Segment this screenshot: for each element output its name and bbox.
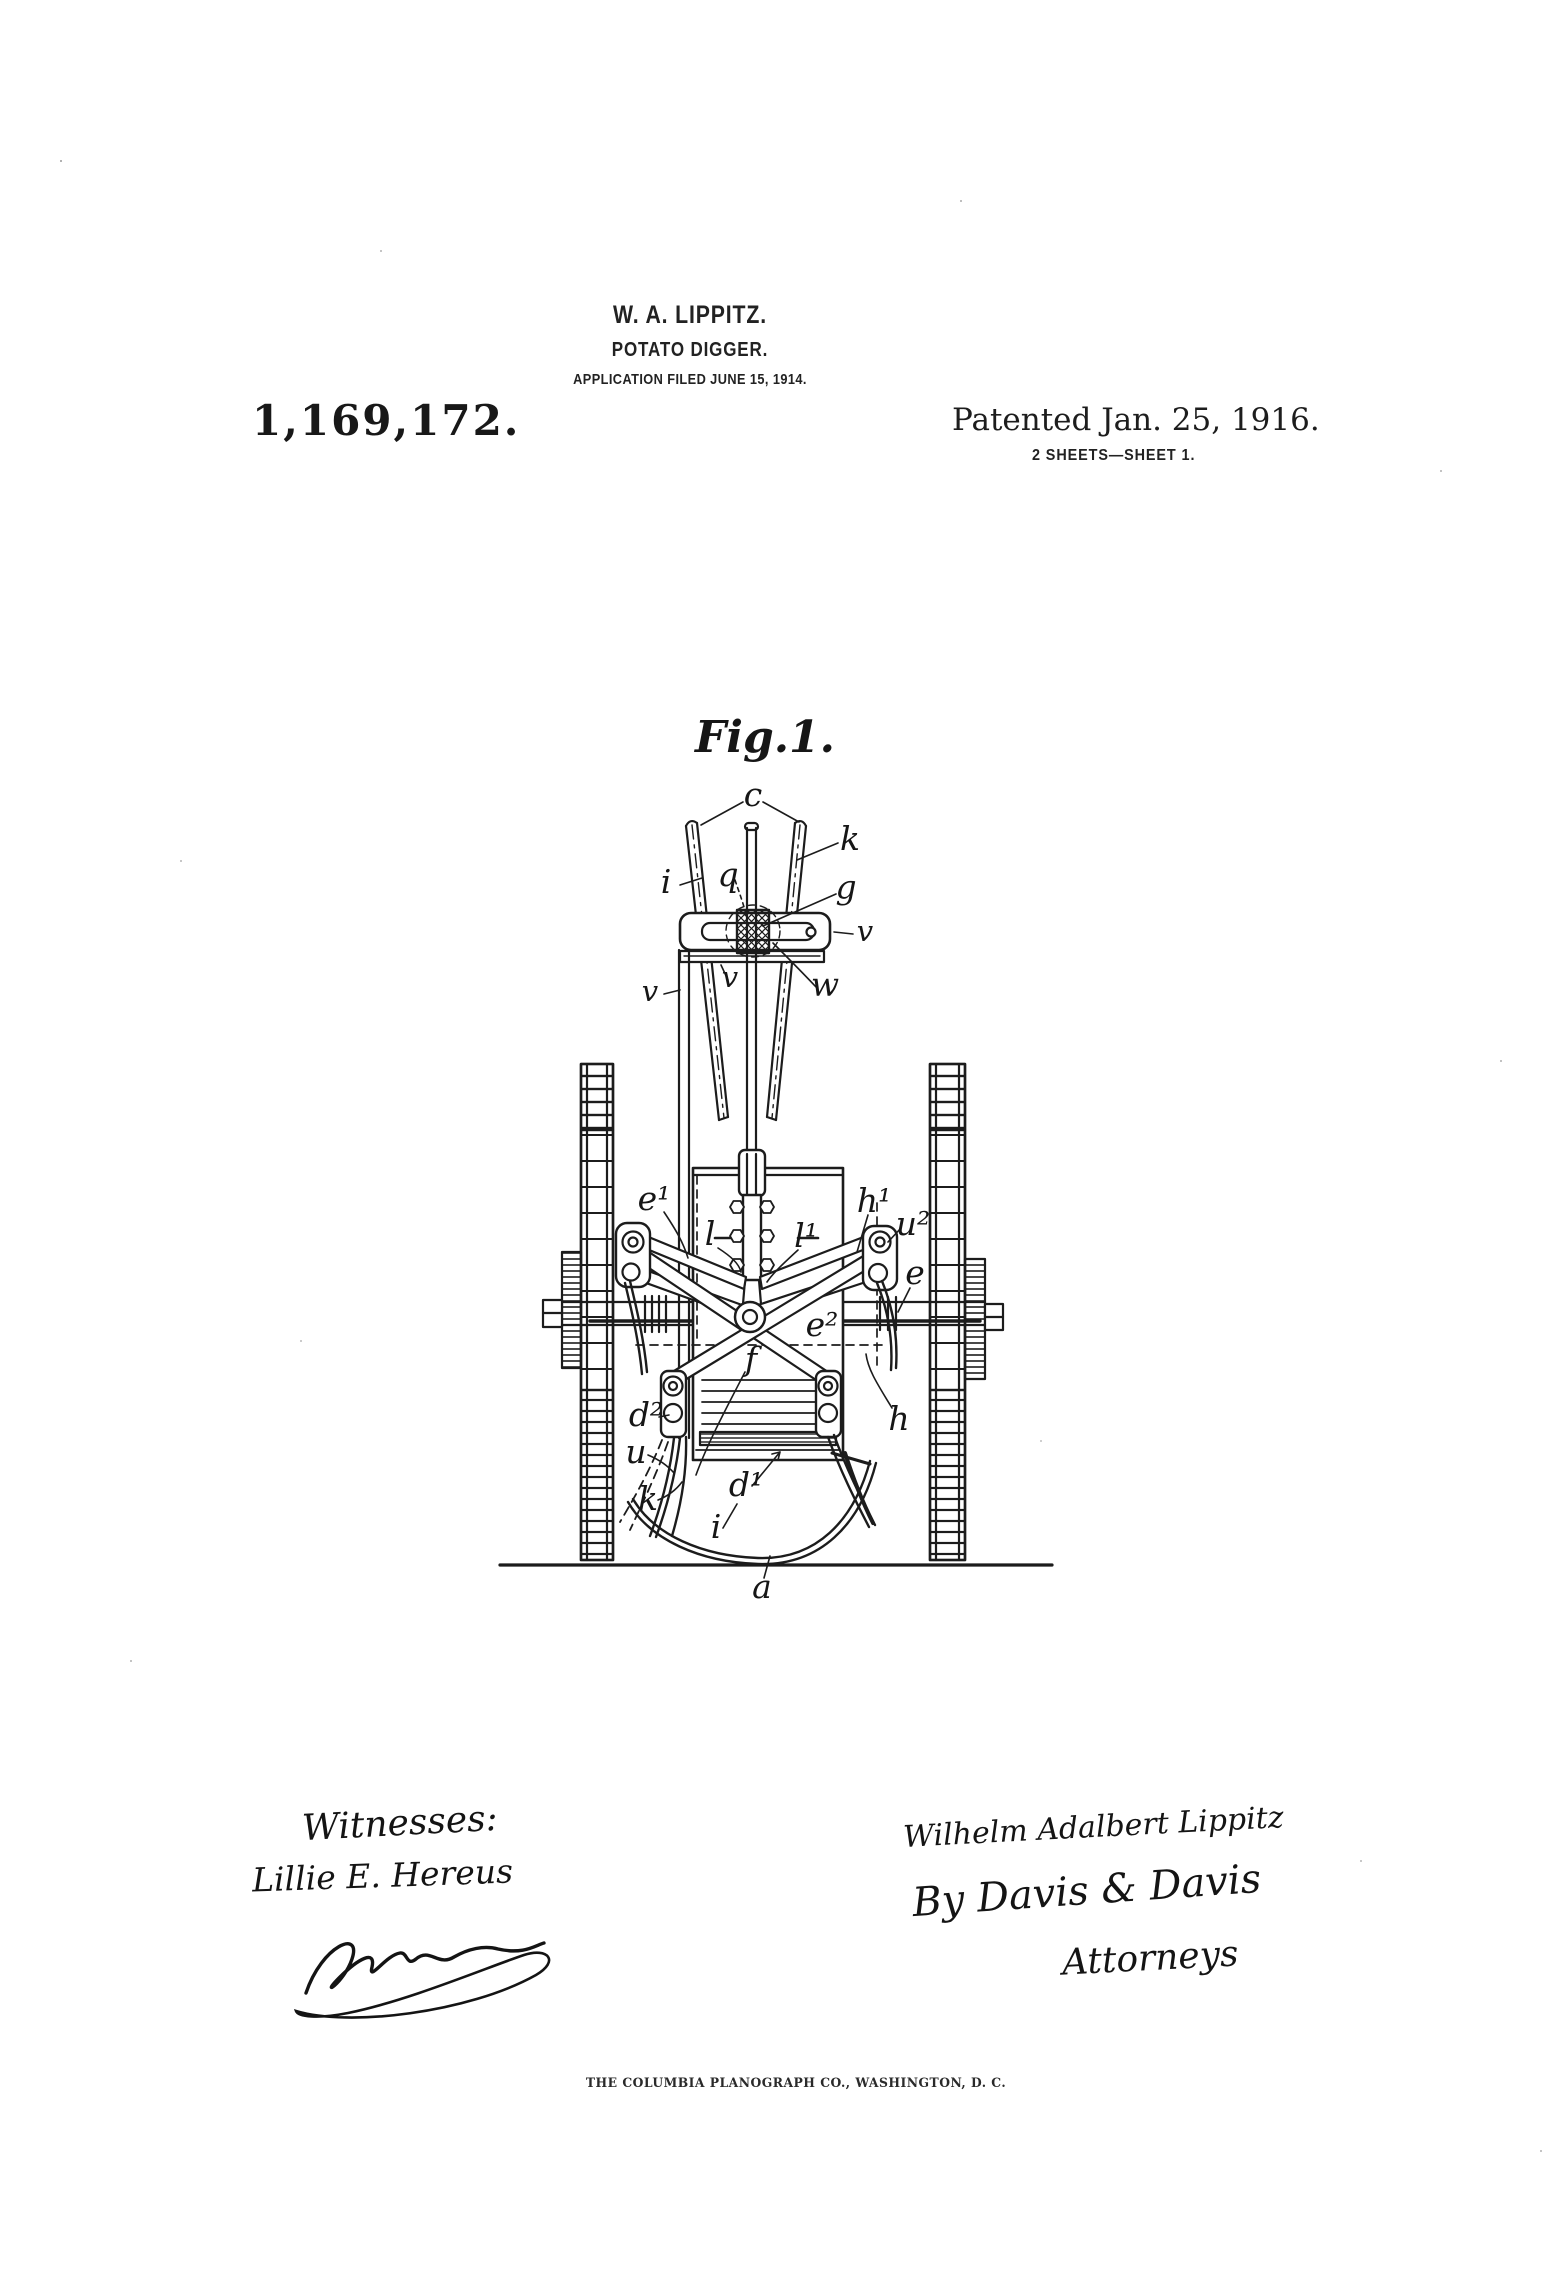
sheet-count: 2 SHEETS—SHEET 1. [1032, 447, 1196, 464]
label-w: w [810, 965, 840, 1004]
label-v-left: v [641, 974, 659, 1008]
label-l1: l¹ [794, 1216, 818, 1255]
label-u2: u² [895, 1204, 931, 1243]
label-h: h [888, 1399, 910, 1438]
label-u: u [625, 1432, 647, 1471]
label-g: g [835, 867, 857, 906]
label-v-right: v [856, 914, 874, 948]
lower-left-pivot-block [661, 1371, 686, 1437]
label-e1: e¹ [637, 1179, 671, 1218]
patent-number: 1,169,172. [252, 396, 521, 445]
label-d2: d² [628, 1395, 664, 1434]
part-labels [625, 712, 930, 1606]
patented-date: Patented Jan. 25, 1916. [952, 402, 1320, 438]
central-rod [745, 823, 758, 1158]
label-d1: d¹ [728, 1465, 764, 1504]
label-f: f [744, 1339, 758, 1378]
figure-1-drawing [440, 680, 1060, 1610]
label-c: c [743, 775, 763, 814]
figure-caption: Fig.1. [695, 712, 835, 763]
left-hub-gear [562, 1252, 581, 1368]
label-k-top: k [840, 819, 860, 858]
label-l: l [704, 1214, 716, 1253]
right-wheel [930, 1064, 1003, 1560]
upper-left-pivot-block [616, 1223, 650, 1287]
header-invention-title: POTATO DIGGER. [611, 339, 769, 361]
witnesses-heading: Witnesses: [301, 1797, 499, 1850]
label-h1: h¹ [856, 1181, 892, 1220]
header-inventor-name: W. A. LIPPITZ. [613, 301, 767, 329]
left-wheel [543, 1064, 613, 1560]
label-v-center: v [721, 960, 739, 994]
attorneys-label: Attorneys [1061, 1933, 1240, 1984]
label-q: q [717, 855, 739, 894]
paper-speckles [60, 160, 62, 162]
inventor-signature-name: Wilhelm Adalbert Lippitz [902, 1800, 1285, 1855]
attorney-by-line: By Davis & Davis [910, 1855, 1263, 1927]
label-i-bottom: i [710, 1507, 722, 1546]
header-application-line: APPLICATION FILED JUNE 15, 1914. [573, 371, 807, 388]
label-a-ground: a [752, 1567, 772, 1606]
label-i-top: i [660, 862, 672, 901]
center-pivot [735, 1302, 765, 1332]
label-k-bottom: k [638, 1479, 658, 1518]
right-hub-gear [965, 1259, 985, 1379]
witness-signature-flourish [288, 1915, 578, 2030]
upper-right-pivot-block [863, 1226, 897, 1290]
label-e2: e² [805, 1305, 839, 1344]
printer-imprint-line: THE COLUMBIA PLANOGRAPH CO., WASHINGTON, D. C. [585, 2076, 1007, 2091]
witness-name-1: Lillie E. Hereus [251, 1851, 514, 1900]
lower-right-pivot-block [816, 1371, 841, 1437]
label-e: e [905, 1253, 925, 1292]
